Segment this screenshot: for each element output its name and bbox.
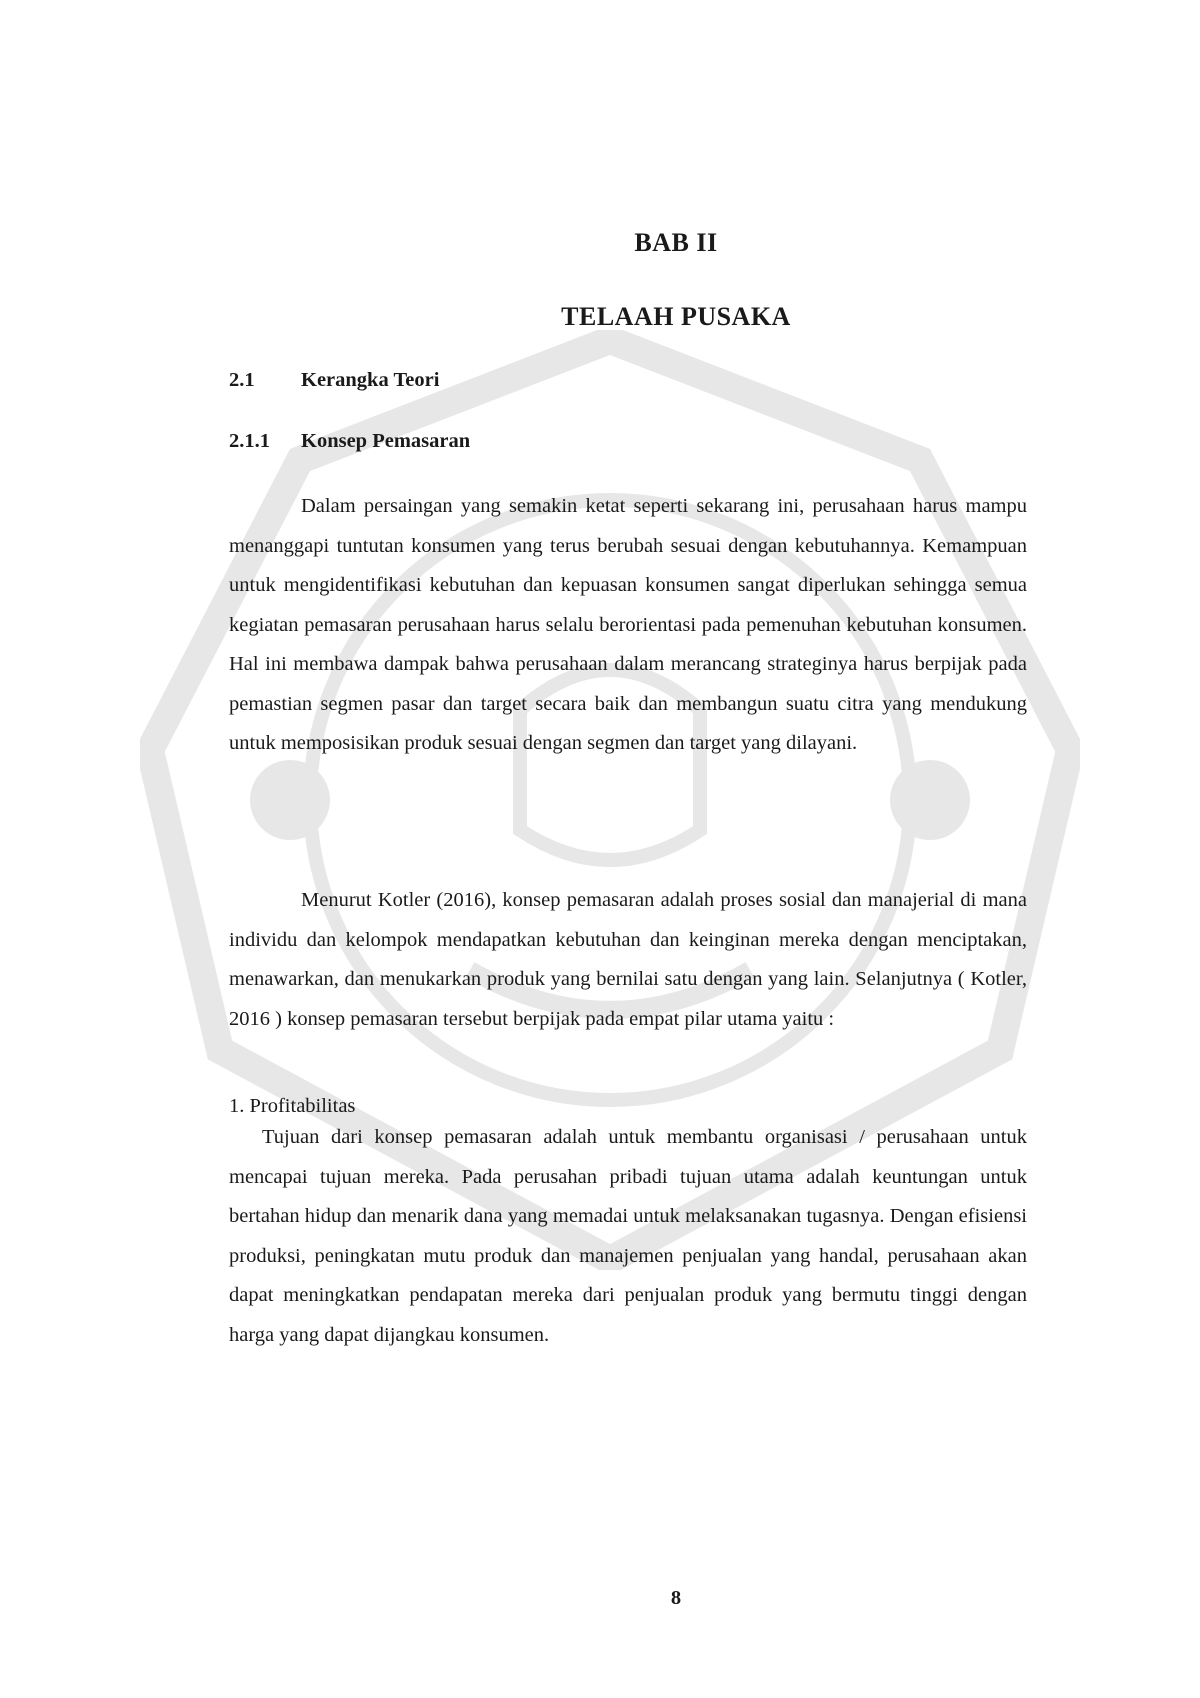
subsection-number: 2.1.1 [229,430,270,452]
list-item-profitabilitas: 1. Profitabilitas [229,1095,356,1117]
chapter-number: BAB II [634,228,718,257]
section-title: Kerangka Teori [301,369,440,391]
subsection-title: Konsep Pemasaran [301,430,471,452]
paragraph-kotler: Menurut Kotler (2016), konsep pemasaran adalah proses sosial dan manajerial di mana individu dan kelompok mendapatkan kebutuhan dan keinginan mereka dengan menciptakan, menawarkan, dan menukarkan produk yang bernilai satu dengan yang lain. Selanjutnya ( Kotler, 2016 ) konsep pemasaran tersebut berpijak pada empat pilar utama yaitu : [229,889,1027,1030]
paragraph-intro: Dalam persaingan yang semakin ketat seperti sekarang ini, perusahaan harus mampu menanggapi tuntutan konsumen yang terus berubah sesuai dengan kebutuhannya. Kemampuan untuk mengidentifikasi kebutuhan dan kepuasan konsumen sangat diperlukan sehingga semua kegiatan pemasaran perusahaan harus selalu berorientasi pada pemenuhan kebutuhan konsumen. Hal ini membawa dampak bahwa perusahaan dalam merancang strateginya harus berpijak pada pemastian segmen pasar dan target secara baik dan membangun suatu citra yang mendukung untuk memposisikan produk sesuai dengan segmen dan target yang dilayani. [229,495,1027,754]
paragraph-profitabilitas: Tujuan dari konsep pemasaran adalah untuk membantu organisasi / perusahaan untuk mencapai tujuan mereka. Pada perusahan pribadi tujuan utama adalah keuntungan untuk bertahan hidup dan menarik dana yang memadai untuk melaksanakan tugasnya. Dengan efisiensi produksi, peningkatan mutu produk dan manajemen penjualan yang handal, perusahaan akan dapat meningkatkan pendapatan mereka dari penjualan produk yang bermutu tinggi dengan harga yang dapat dijangkau konsumen. [229,1126,1027,1346]
chapter-title: TELAAH PUSAKA [561,302,791,331]
subsection-heading [229,430,470,453]
section-number: 2.1 [229,369,255,391]
page-number: 8 [670,1587,682,1609]
section-heading [229,369,439,392]
